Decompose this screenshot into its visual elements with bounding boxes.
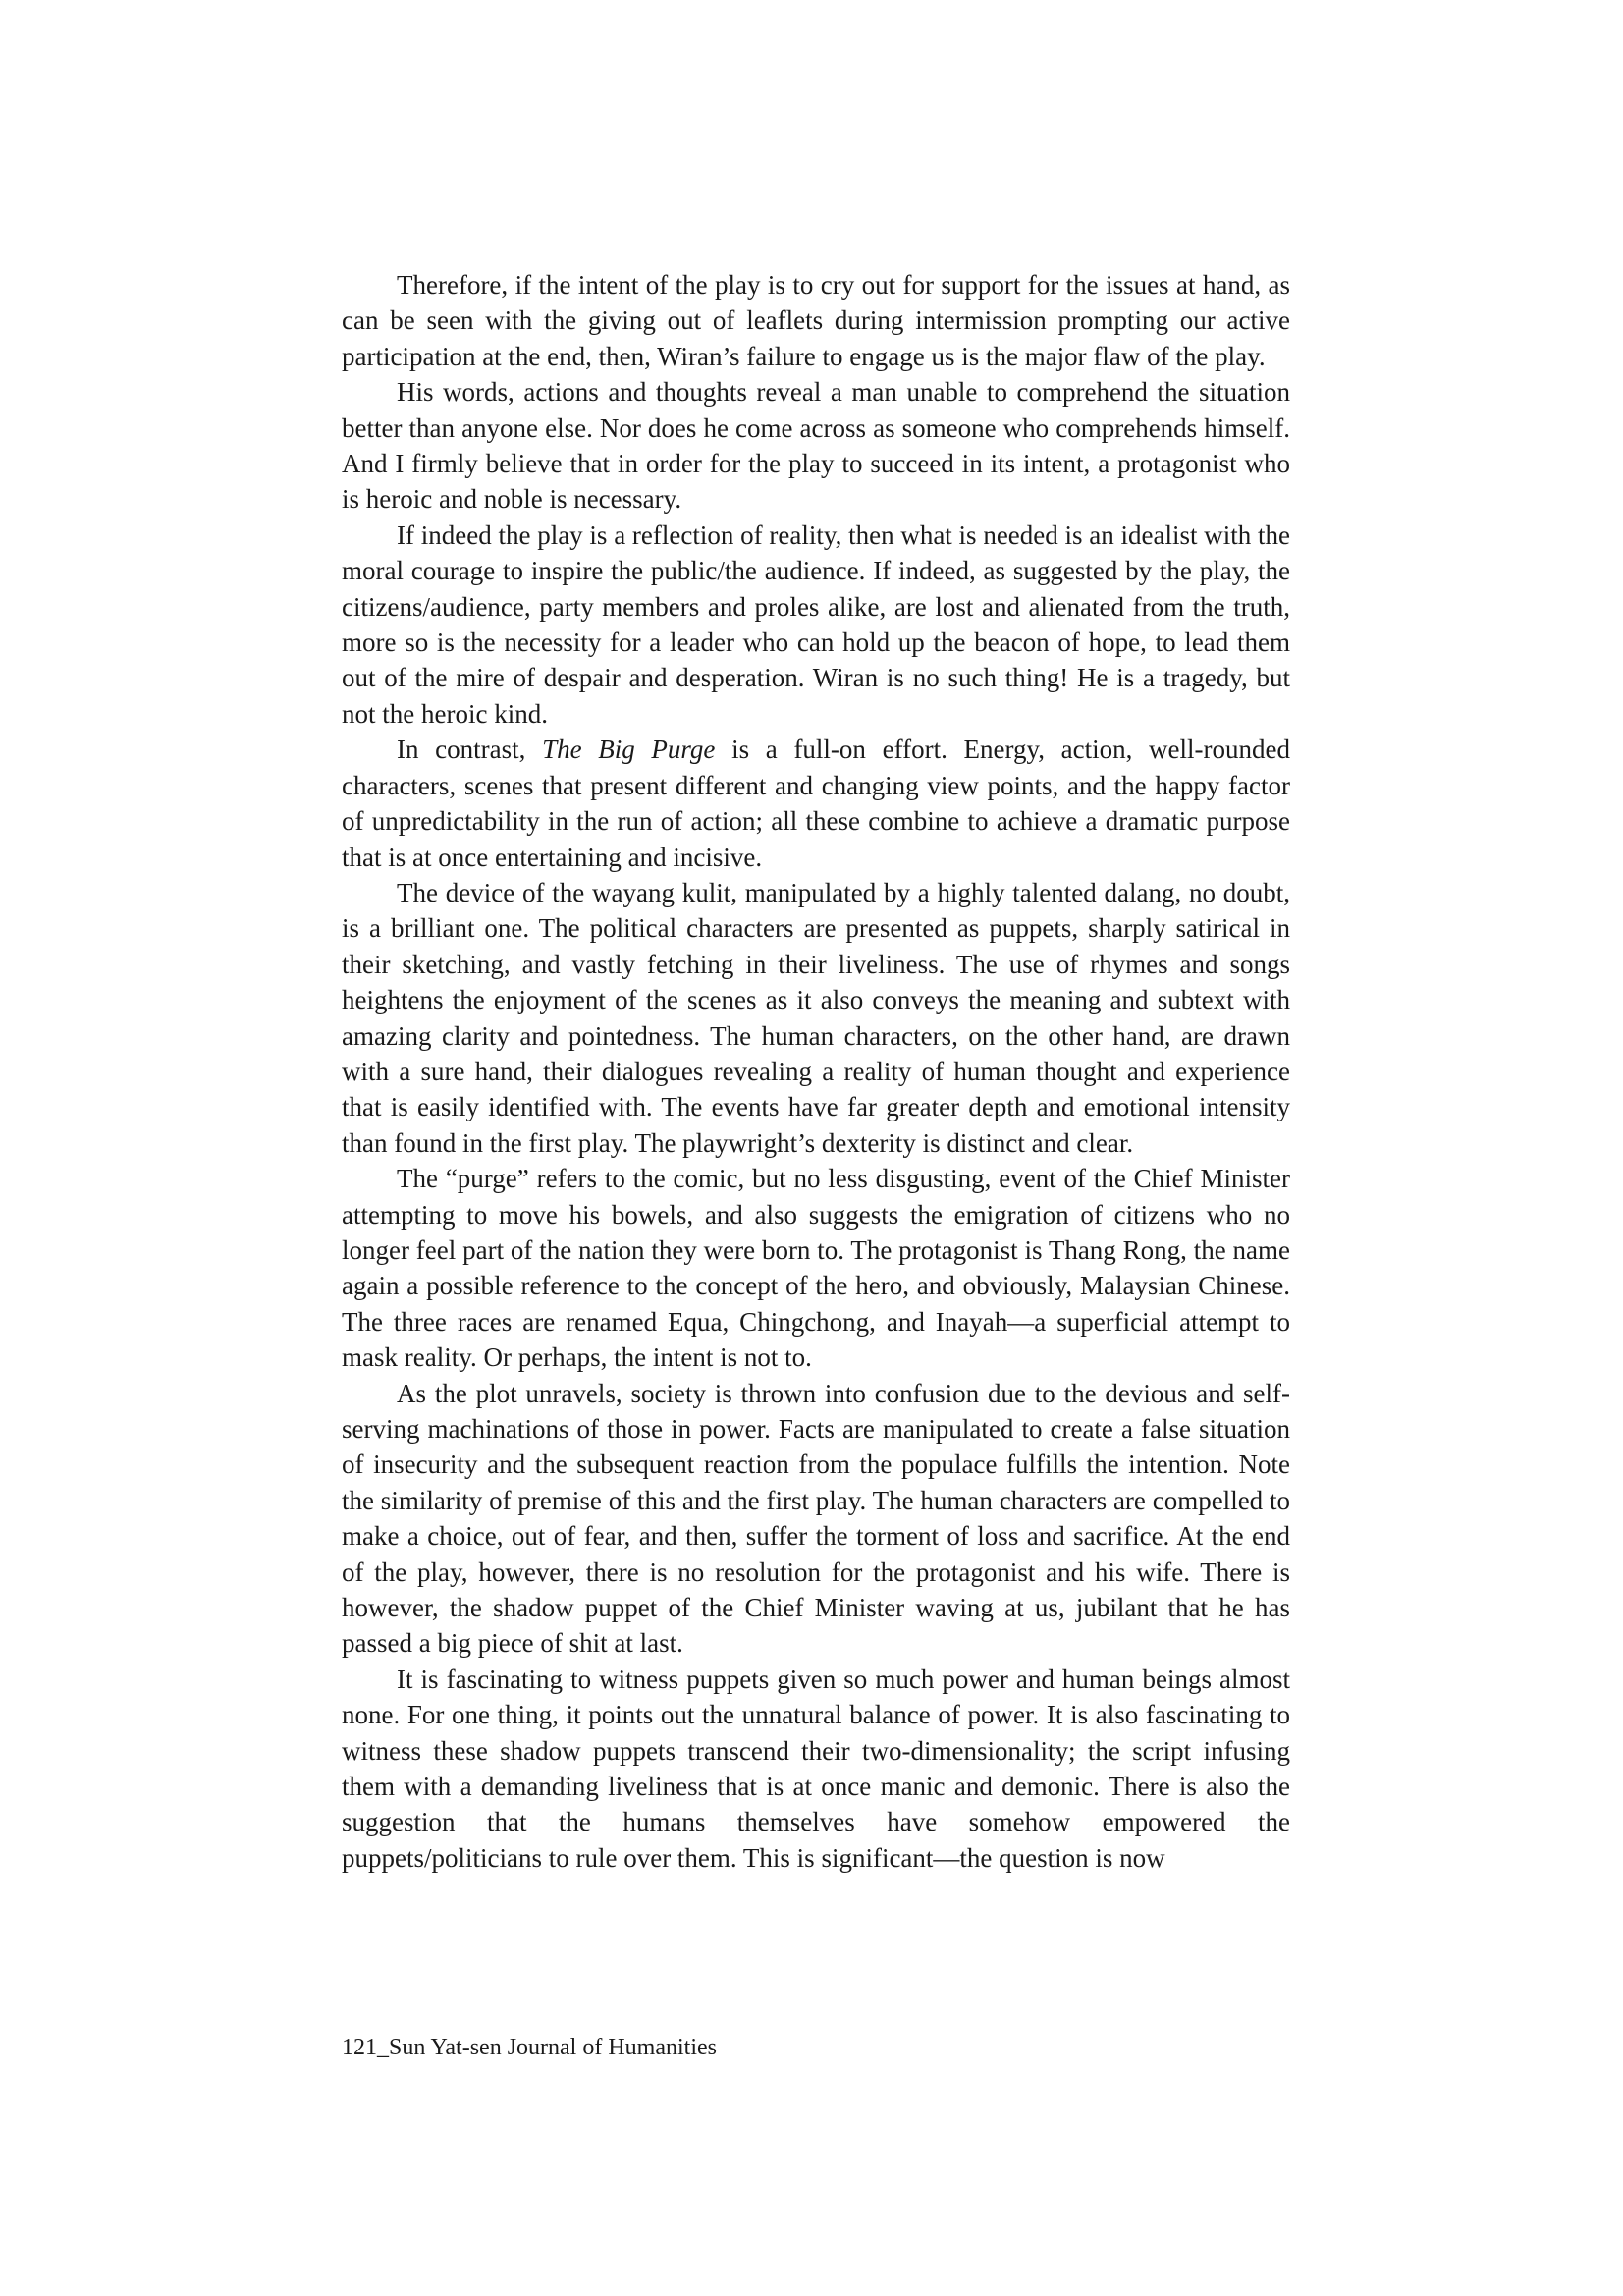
paragraph — [342, 732, 1290, 875]
paragraph: It is fascinating to witness puppets given so much power and human beings almost none. For one thing, it points out the unnatural balance of power. It is also fascinating to witness these shadow puppets transcend their two-dimensionality; the script infusing them with a demanding liveliness that is at once manic and demonic. There is also the suggestion that the humans themselves have somehow empowered the puppets/politicians to rule over them. This is significant—the question is now — [342, 1664, 1290, 1873]
paragraph: The device of the wayang kulit, manipulated by a highly talented dalang, no doubt, is a brilliant one. The political characters are presented as puppets, sharply satirical in their sketching, and vastly fetching in their liveliness. The use of rhymes and songs heightens the enjoyment of the scenes as it also conveys the meaning and subtext with amazing clarity and pointedness. The human characters, on the other hand, are drawn with a sure hand, their dialogues revealing a reality of human thought and experience that is easily identified with. The events have far greater depth and emotional intensity than found in the first play. The playwright’s dexterity is distinct and clear. — [342, 877, 1290, 1158]
paragraph: If indeed the play is a reflection of reality, then what is needed is an idealist with the moral courage to inspire the public/the audience. If indeed, as suggested by the play, the citizens/audience, party members and proles alike, are lost and alienated from the truth, more so is the necessity for a leader who can hold up the beacon of hope, to lead them out of the mire of despair and desperation. Wiran is no such thing! He is a tragedy, but not the heroic kind. — [342, 519, 1290, 729]
play-title: The Big Purge — [542, 735, 716, 765]
paragraph-text: is a full-on effort. Energy, action, well-rounded characters, scenes that present different and changing view points, and the happy factor of unpredictability in the run of action; all these combine to achieve a dramatic purpose that is at once entertaining and incisive. — [342, 735, 1291, 872]
paragraph: The “purge” refers to the comic, but no less disgusting, event of the Chief Minister attempting to move his bowels, and also suggests the emigration of citizens who no longer feel part of the nation they were born to. The protagonist is Thang Rong, the name again a possible reference to the concept of the hero, and obviously, Malaysian Chinese. The three races are renamed Equa, Chingchong, and Inayah—a superficial attempt to mask reality. Or perhaps, the intent is not to. — [342, 1164, 1290, 1373]
page-footer: 121_Sun Yat-sen Journal of Humanities — [342, 2035, 717, 2060]
paragraph: His words, actions and thoughts reveal a man unable to comprehend the situation better than anyone else. Nor does he come across as someone who comprehends himself. And I firmly believe that in order for the play to succeed in its intent, a protagonist who is heroic and noble is necessary. — [342, 377, 1290, 515]
paragraph: Therefore, if the intent of the play is to cry out for support for the issues at hand, as can be seen with the giving out of leaflets during intermission prompting our active participation at the end, then, Wiran’s failure to engage us is the major flaw of the play. — [342, 270, 1290, 371]
paragraph: As the plot unravels, society is thrown into confusion due to the devious and self-serving machinations of those in power. Facts are manipulated to create a false situation of insecurity and the subsequent reaction from the populace fulfills the intention. Note the similarity of premise of this and the first play. The human characters are compelled to make a choice, out of fear, and then, suffer the torment of loss and sacrifice. At the end of the play, however, there is no resolution for the protagonist and his wife. There is however, the shadow puppet of the Chief Minister waving at us, jubilant that he has passed a big piece of shit at last. — [342, 1378, 1290, 1659]
paragraph-text: In contrast, — [397, 735, 543, 765]
article-body — [342, 267, 1290, 1876]
